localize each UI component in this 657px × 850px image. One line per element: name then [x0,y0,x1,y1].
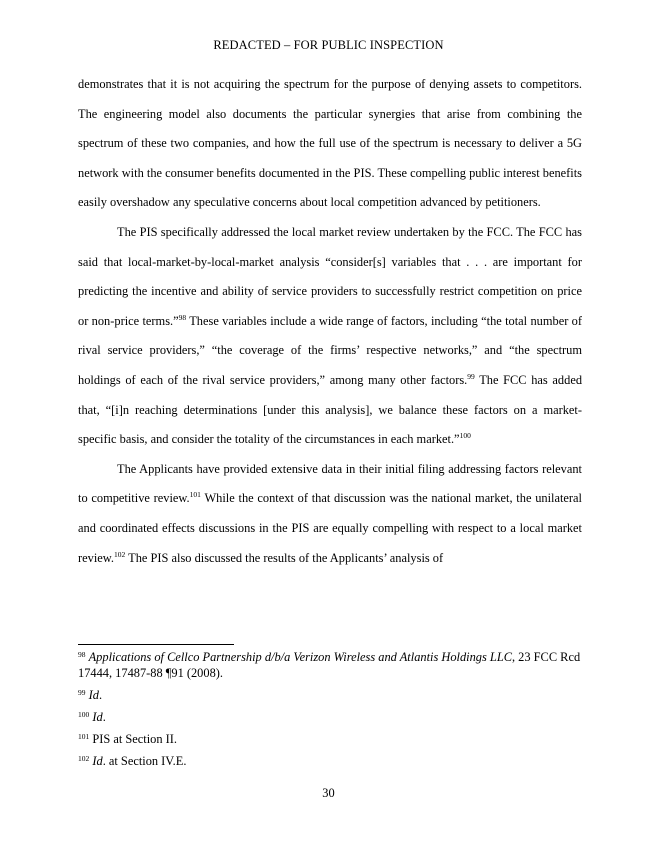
footnote-text: . [102,709,106,724]
footnote-number: 99 [78,687,86,697]
footnote-number: 101 [78,731,90,741]
footnote-ref-102[interactable]: 102 [114,549,126,559]
paragraph-3-part-a: The Applicants have provided extensive data in their initial filing addressing factors relevant to competitive review. [78,461,582,506]
footnote-101 [78,732,582,748]
paragraph-2 [78,218,582,455]
paragraph-2-part-c: The FCC has added that, “[i]n reaching determinations [under this analysis], we balance these factors on a market-specific basis, and consider the totality of the circumstances in each market.” [78,372,583,447]
paragraph-3-part-b: While the context of that discussion was the national market, the unilateral and coordinated effects discussions in the PIS are equally compelling with respect to a local market review. [78,491,582,565]
body-text [78,70,582,573]
paragraph-1: demonstrates that it is not acquiring the spectrum for the purpose of denying assets to competitors. The engineering model also documents the particular synergies that arise from combining the spectrum of these two companies, and how the full use of the spectrum is necessary to deliver a 5G network with the consumer benefits documented in the PIS. These compelling public interest benefits easily overshadow any speculative concerns about local competition advanced by petitioners. [78,77,582,210]
footnote-99 [78,688,582,704]
footnote-separator [78,644,234,645]
footnote-number: 98 [78,650,86,659]
footnote-ref-98[interactable]: 98 [178,312,187,322]
footnote-text: . at Section IV.E. [102,753,187,768]
paragraph-2-part-b: These variables include a wide range of factors, including “the total number of rival service providers,” “the coverage of the firms’ respective networks,” and “the spectrum holdings of each of the rival service providers,” among many other factors. [78,313,582,387]
footnote-100 [78,710,582,726]
footnote-text: . [98,687,103,702]
footnote-citation: Applications of Cellco Partnership d/b/a Verizon Wireless and Atlantis Holdings LLC [88,650,512,664]
page-number: 30 [322,786,335,800]
footnote-ref-100[interactable]: 100 [459,431,471,441]
footnotes [78,650,582,776]
footnote-98 [78,650,582,681]
footnote-citation: Id [92,753,103,768]
footnote-citation: Id [92,709,103,724]
footnote-ref-99[interactable]: 99 [467,371,475,381]
footnote-citation: Id [88,687,99,702]
paragraph-3-part-c: The PIS also discussed the results of the Applicants’ analysis of [125,550,444,565]
footnote-text: PIS at Section II. [92,731,178,746]
page-header: REDACTED – FOR PUBLIC INSPECTION [213,38,444,52]
footnote-ref-101[interactable]: 101 [189,490,201,500]
paragraph-2-part-a: The PIS specifically addressed the local market review undertaken by the FCC. The FCC has said that local-market-by-local-market analysis “consider[s] variables that . . . are important for predicting the incentive and ability of service providers to successfully restrict competition on price or non-price terms.” [78,224,582,328]
footnote-text: , 23 FCC Rcd 17444, 17487-88 ¶91 (2008). [78,650,581,680]
footnote-number: 102 [78,753,90,763]
footnote-number: 100 [78,709,90,719]
paragraph-3 [78,455,582,573]
footnote-102 [78,754,582,770]
